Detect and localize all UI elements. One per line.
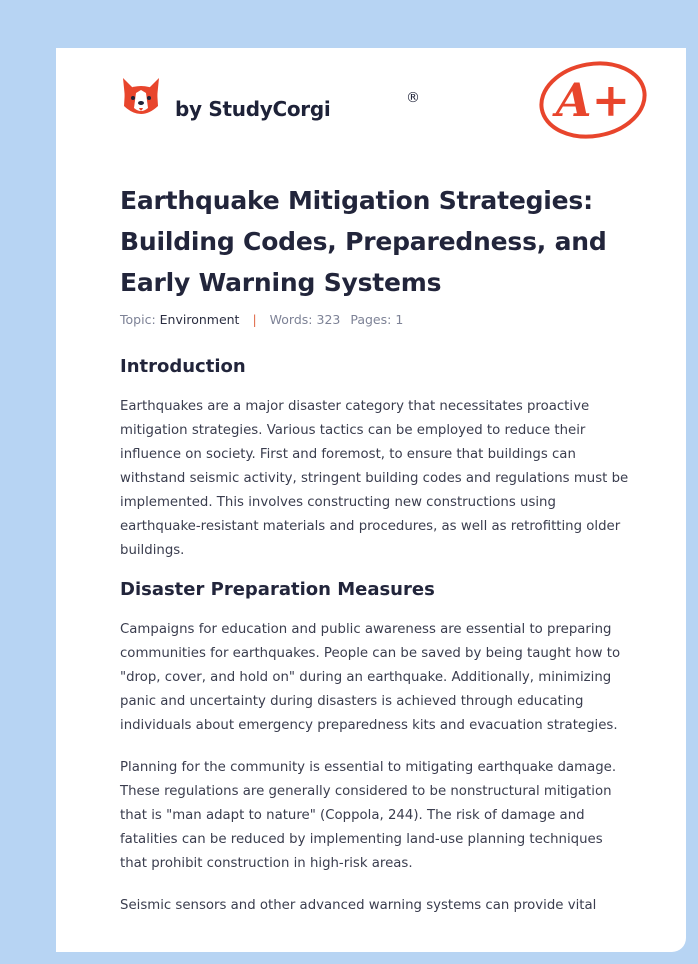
document-title: Earthquake Mitigation Strategies: Building Codes, Preparedness, and Early Warning Systems [120, 186, 607, 297]
document-body [120, 348, 632, 918]
document-card [56, 48, 686, 952]
topic-value[interactable]: Environment [159, 312, 240, 327]
section-heading-preparation: Disaster Preparation Measures [120, 579, 435, 600]
paragraph-introduction: Earthquakes are a major disaster category that necessitates proactive mitigation strategies. Various tactics can be employed to reduce their influence on society. First and foremost, to ensure that buildings can withstand seismic activity, stringent building codes and regulations must be implemented. This involves constructing new constructions using earthquake-resistant materials and procedures, as well as retrofitting older buildings. [120, 399, 629, 558]
pages-label: Pages: [350, 312, 392, 327]
topic-label: Topic: [120, 312, 156, 327]
words-value: 323 [316, 312, 341, 327]
section-heading-introduction: Introduction [120, 356, 246, 377]
grade-badge-text: A+ [555, 73, 631, 127]
registered-mark: ® [406, 90, 420, 106]
meta-separator: | [252, 312, 257, 327]
grade-badge [538, 58, 648, 140]
paragraph-preparation-1: Campaigns for education and public awareness are essential to preparing communities for earthquakes. People can be saved by being taught how to "drop, cover, and hold on" during an earthquake. Additionally, minimizing panic and uncertainty during disasters is achieved through educating individuals about emergency preparedness kits and evacuation strategies. [120, 622, 621, 733]
brand-name: by StudyCorgi [175, 97, 331, 121]
paragraph-preparation-2: Planning for the community is essential to mitigating earthquake damage. These regulations are generally considered to be nonstructural mitigation that is "man adapt to nature" (Coppola, 244). The risk of damage and fatalities can be reduced by implementing land-use planning techniques that prohibit construction in high-risk areas. [120, 760, 617, 871]
pages-value: 1 [395, 312, 404, 327]
corgi-logo-icon [120, 76, 162, 120]
document-meta [120, 312, 403, 327]
words-label: Words: [269, 312, 313, 327]
paragraph-preparation-3: Seismic sensors and other advanced warning systems can provide vital [120, 898, 597, 913]
